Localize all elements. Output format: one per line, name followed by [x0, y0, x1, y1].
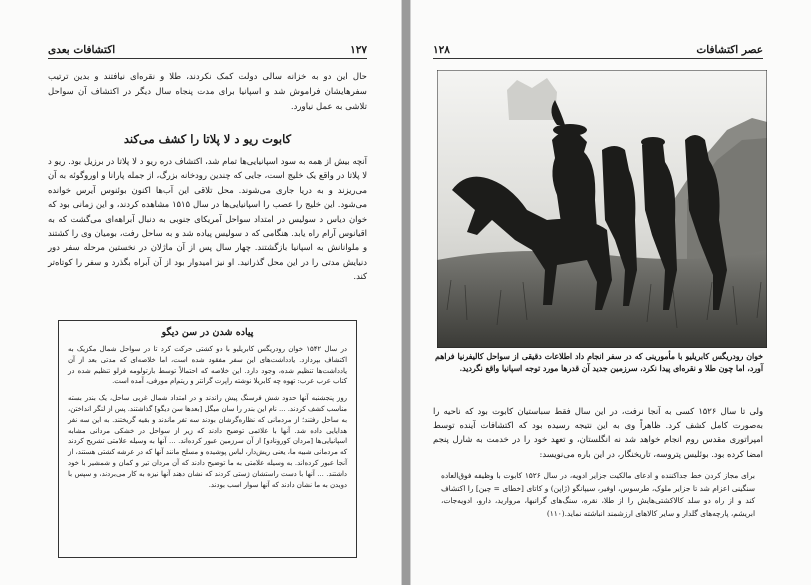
engraving-illustration — [437, 70, 767, 348]
sidebar-box — [58, 320, 357, 558]
intro-paragraph: حال این دو به خزانه سالی دولت کمک نکردند، طلا و نقره‌ای نیافتند و بدین ترتیب سفرهایشان فراموش شد و اسپانیا برای مدت پنجاه سال دیگر در اکتشاف آن سواحل تلاشی به عمل نیاورد. — [48, 72, 367, 112]
body-paragraph: آنچه بیش از همه به سود اسپانیایی‌ها تمام شد، اکتشاف دره ریو د لا پلاتا در برزیل بود. ریو د لا پلاتا در واقع یک خلیج است، جایی که چندین رودخانه بزرگ، از جمله پارانا و اوروگوئه به آن می‌ریزند و به دریا جاری می‌شوند. محل تلاقی این آب‌ها اکنون بوئنوس آیرس خوانده می‌شود. این خلیج را عصب را اسپانیایی‌ها در سال ۱۵۱۵ مشاهده کردند، و این زمانی بود که خوان دیاس د سولیس در امتداد سواحل آمریکای جنوبی به دنبال آبراهه‌ای می‌گشت که به اقیانوس آرام راه یابد. هنگامی که د سولیس پیاده شد و به ساحل رفت، بومیان وی را کشتند و ملوانانش به اسپانیا بازگشتند. چهار سال پس از آن ماژلان در نخستین مرحله سفر دور دنیایش مدتی را در این محل گذرانید. او نیز امیدوار بود از آن آبراه بگذرد و سفر را کوتاه‌تر کند. — [48, 156, 367, 282]
page-127 — [0, 0, 402, 585]
sidebar-box-title: پیاده شدن در سن دیگو — [161, 327, 254, 338]
running-title: عصر اکتشافات — [696, 44, 763, 56]
section-heading: کابوت ریو د لا پلاتا را کشف می‌کند — [123, 132, 292, 146]
body-paragraph: ولی تا سال ۱۵۲۶ کسی به آنجا نرفت، در این سال فقط سباستیان کابوت بود که ناحیه را به‌صورت کامل کشف کرد. ظاهراً وی به این نتیجه رسیده بود که اکتشافات آینده توسط امپراتوری مقدس روم انجام خواهد شد نه انگلستان، و تعهد خود را در خدمت به شارل پنجم امضا کرده بود. بوئلیس پتروسه، تاریخنگار، در این باره می‌نویسد: — [433, 406, 763, 459]
page-number: ۱۲۸ — [433, 44, 450, 56]
page-number: ۱۲۷ — [350, 44, 367, 56]
page-128 — [410, 0, 811, 585]
sidebar-box-paragraph: در سال ۱۵۴۲ خوان رودریگس کابریلیو با دو کشتی حرکت کرد تا در سواحل شمال مکزیک به اکتشاف بپردازد. یادداشت‌های این سفر مفقود شده است، اما خلاصه‌ای که مدتی بعد از آن یادداشت‌ها تنظیم شده، وجود دارد. این خلاصه که احتمالاً توسط بارتولومه فرلو تنظیم شده در کتاب عرب عرب: تهوه چه کابریلا نوشته راپرت گرانتر و ریتم‌ام مورفی، آمده است. — [68, 345, 347, 386]
page-header — [48, 36, 367, 59]
sidebar-box-paragraph: روز پنجشنبه آنها حدود شش فرسنگ پیش راندند و در امتداد شمال غربی ساحل، یک بندر بسته مناسب کشف کردند. ... نام این بندر را سان میگل [بعدها سن دیگو] گذاشتند. پس از لنگر انداختن، به ساحل رفتند؛ از مردمانی که نظاره‌گرشان بودند سه تفر ماندند و بقیه گریختند. به این سه نفر هدایایی داده شد. آنها با علائمی توضیح دادند که زیر از سواحل در خشکی مردانی مشابه اسپانیایی‌ها [مردان کورونادو] از آن سرزمین عبور کرده‌اند. ... آنها به وسیله علامتی تشریح کردند که مردمانی شبیه ما، یعنی ریش‌دار، لباس پوشیده و مسلح مانند آنها که در عرشه کشتی هستند، از آنجا عبور کرده‌اند. به وسیله علامتی به ما توضیح دادند که آن مردان تیر و کمان و شمشیر با خود داشتند. ... آنها با دست راستشان ژستی کردند که نشان دهند آنها نیزه به کار می‌بردند، و سپس با دویدن به ما نشان دادند که آنها سوار اسب بودند. — [68, 394, 347, 489]
horsemen-engraving-image — [437, 70, 767, 348]
running-title: اکتشافات بعدی — [48, 44, 116, 56]
page-header — [433, 36, 763, 59]
block-quote: برای مجاز کردن خط جداکننده و ادعای مالکیت جزایر ادویه، در سال ۱۵۲۶ کابوت با وظیفه فوق‌العاده سنگینی اعزام شد تا جزایر ملوک، طرسوس، اوفیر، سیپانگو (ژاپن) و کاتای [خطای = چین] را اکتشاف کند و از راه دو سلد کالاکشتی‌هایش را از طلا، نقره، سنگ‌های گرانبها، مروارید، دارو، ادویه‌جات، ابریشم، پارچه‌های گلدار و سایر کالاهای ارزشمند انباشته نماید.(۱۱۰) — [441, 471, 755, 518]
figure-caption: خوان رودریگس کابریلیو با مأمورینی که در سفر انجام داد اطلاعات دقیقی از سواحل کالیفرنیا فراهم آورد، اما چون طلا و نقره‌ای پیدا نکرد، سرزمین جدید آن قدرها مورد توجه اسپانیا واقع نگردید. — [435, 352, 763, 373]
